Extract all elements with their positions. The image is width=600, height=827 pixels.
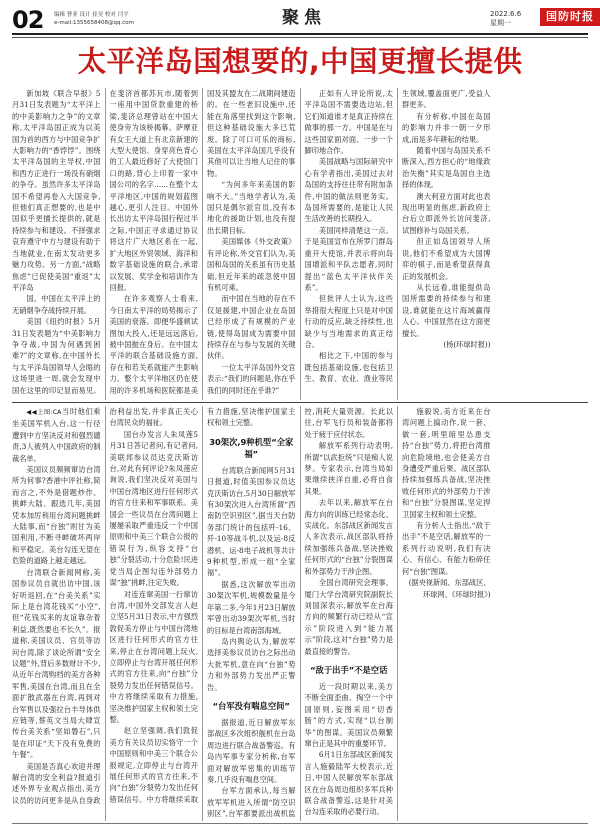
paragraph-text: 当时他们乘坐美国军机入台,这一行径遭到中方坚决反对和强烈谴责,3人被列入中国政府的制裁名单。: [12, 407, 101, 463]
page-number: 02: [12, 6, 44, 34]
article-paragraph: 去年以来,解放军在台海方向的训练已经常态化、实战化。东部战区新闻发言人多次表示,战区部队将持续加强练兵备战,坚决挫败任何形式的“台独”分裂图谋和外部势力干涉企图。: [304, 498, 393, 576]
article-paragraph: 而中国在当地的存在不仅是援建,中国企业在岛国已经形成了有规模的产业链,使得岛国成为需要中国持续存在与参与发展的关键伙伴。: [207, 294, 296, 361]
article-columns: [12, 88, 588, 400]
article-paragraph: 对连连窜美国一行窜访台湾,中国外交部发言人赵立坚5月31日表示,中方强烈敦促美方停止与中国台湾地区进行任何形式的官方往来,停止在台湾问题上玩火,立即停止与台湾开展任何形式的官方往来,向“台独”分裂势力发出任何错误信号。中方将继续采取有力措施,坚决维护国家主权和领土完整。: [109, 589, 198, 724]
article-paragraph: 台湾联合新闻网5月31日报道,时值美国参议员达克沃斯访台,5月30日解放军有30架次进入台湾所谓“西南防空识别区”,据当天台防务部门统计的包括歼-16、歼-10等战斗机,以及运-8反潜机、运-8电子战机等共计9种机型,形成一组“全家福”。: [207, 465, 296, 578]
newspaper-logo: 国防时报: [540, 8, 600, 26]
article-paragraph: 一位太平洋岛国外交官表示:“我们的问题是,你在乎我们的同时还在乎谁?”: [207, 362, 296, 395]
article-paragraph: 美国同样清楚这一点。于是美国宣布在所罗门群岛重开大使馆,并表示将向岛国增派和平队志愿者,同时提出“蓝色太平洋伙伴关系”。: [304, 225, 393, 292]
article-paragraph: 美国是否真心欢迎并理解台湾的安全利益?报道引述外界专业观点指出,美方议员的访问更多是从自身政治利益出发,并非真正关心台湾民众的福祉。: [12, 407, 198, 805]
article-paragraph: 据报道,近日解放军东部战区多次组织舰机在台岛周边进行联合战备警巡。有岛内军事专家分析称,台军面对解放军密集的训练节奏,几乎没有喘息空间。: [207, 717, 296, 784]
article-paragraph: 新加坡《联合早报》5月31日发表题为“太平洋上的中美影响力之争”的文章称,太平洋岛国正成为以美国为首的西方与中国竞争扩大影响力的“香饽饽”。围绕太平洋岛国的主导权,中国和西方正进行一场没有硝烟的争夺。虽然许多太平洋岛国不希望再卷入大国竞争,但他们真正想要的,也是中国似乎更擅长提供的,就是持续参与和建设。不择强求哀弃遵守中方与建设有助于当地就业,在南太发动更多魅力攻势。另一方面,“战略焦虑”已促使美国“重返”太平洋岛: [12, 89, 101, 292]
article-paragraph: 解放军系列行动表明,所谓“以武拒统”只是痴人说梦。专家表示,台湾当局如果继续挟洋自重,必将自食其果。: [304, 441, 393, 496]
article-paragraph: 澳大利亚方面对此也表现出明显的焦虑,新政府上台后立即派外长访问斐济,试图修补与岛国关系。: [402, 191, 491, 235]
article-taiwan: [12, 406, 588, 821]
subheading: “敌于出手”不是空话: [310, 664, 388, 675]
page-bottom-rule: [12, 823, 588, 824]
article-paragraph: 在许多观察人士看来,今日南太平洋的局势揭示了美国的衰落。即便华盛顿试图加大投入,还是远远落后,被中国抛在身后。在中国太平洋的联合基础设施方面,存在和若关系就能产生影响力。整个太平洋地区仍在使用的许多机场和医院都是美国及其盟友在二战期间建造的。在一些老旧设施中,还能在角落里找到这个影响,但这种基础设施大多已荒废。除了可口可乐的商标,美国在太平洋岛国几乎没有其他可以让当地人记住的事物。: [109, 89, 296, 395]
article-divider: [12, 402, 588, 403]
page-headline: 太平洋岛国想要的,中国更擅长提供: [77, 45, 523, 78]
article-paragraph: 美国议员频频窜访台湾所为何事?香港中评社称,简而言之,不外是借题炒作、挑衅大陆、跟选几年,美国凭本加厉利用台湾问题挑衅大陆事,而“台独”则甘为美国利用,不断寻衅破坏两岸和平稳定。美台勾连无望在危险的道路上越走越远。: [12, 465, 101, 566]
article-paragraph: 6月1日东部战区新闻发言人施毅陆军大校表示,近日,中国人民解放军东部战区在台岛周边组织多军兵种联合战备警巡,这是针对美台勾连采取的必要行动。: [304, 750, 393, 817]
article-paragraph: 赵立坚强调,我们敦促美方有关议员切实恪守一个中国原则和中美三个联合公报规定,立即停止与台湾开展任何形式的官方往来,不向“台独”分裂势力发出任何错误信号。中方将继续采取有力措施,坚决维护国家主权和领土完整。: [109, 407, 296, 804]
masthead-rule: [12, 33, 588, 35]
masthead-rule-thin: [12, 37, 588, 38]
article-paragraph: 美国《纽约时报》5月31日发表题为“中美影响力争夺战,中国为何遇到困难?”的文章称,在中国外长与太平洋岛国领导人会晤的这场里进一周,就会发现中国在这里的印记显而易见。在斐济首都苏瓦市,随着到一座用中国贷款重建的桥梁,斐济总理曾站在中国大使身旁为该桥揭幕。萨摩亚有女王大道上有北京新建的大型大使馆。身穿亮色背心的工人最近修好了大使馆门口的路,背心上印着一家中国公司的名字……在整个太平洋地区,中国的规划蓝图越心,更引人注目。中国外长出访太平洋岛国行程过半之际,中国正寻求通过协议将这片广大地区系在一起,扩大地区外贸领域、海洋和数字基础设施的联合,承诺以发展、奖学金和培训作为回报。: [12, 89, 198, 395]
article-paragraph: 施毅说,美方近来在台湾问题上搞动作,说一套、做一套,明里暗里怂恿支持“台独”势力,将把台湾推向危险境地,也会使美方自身遭受严重后果。战区部队持续加强练兵备战,坚决挫败任何形式的外部势力干涉和“台独”分裂图谋,坚定捍卫国家主权和领土完整。: [402, 407, 491, 519]
article-paragraph: 台湾联合新闻网称,美国参议员自就出访中国,该好听返回,在“台美关系”实际上是台湾花钱买“小空”,但“花钱买来的友谊靠杂着利益,既然要也不长久”。报道称,美国议员、官员等访问台湾,除了谈论所谓“安全议题”外,背后多数财计不少,从近年台湾购档的美方各种军售,美国在台湾,而且在全面扩散武器在台湾,再到对台军售以及强拉台丰导体供应链等,蔡英文当局大肆宣传台美关系“坚如磐石”,只是在印证“天下没有免费的午餐”。: [12, 567, 101, 760]
weekday-text: 星期一: [490, 19, 511, 27]
article-paragraph: 相比之下,中国的参与既包括基础设施,也包括卫生、教育、农业、渔业等民生领域,覆盖面更广,受益人群更多。: [304, 89, 491, 384]
article-paragraph: 美国媒体《外交政策》有评论称,外交官们认为,美国和岛国的关系虽有历史基础,但近年来的疏忽使中国有机可乘。: [207, 237, 296, 292]
article-signoff: (据央视新闻、东部战区、环球网、《环球时报》): [408, 578, 491, 599]
photo-credit: ◀◀上图:CA: [26, 409, 62, 416]
article-paragraph: 但正如岛国领导人所说,他们不希望成为大国博弈的棋子,而是希望获得真正的发展机会。: [402, 237, 491, 281]
article-pacific-islands: [12, 88, 588, 400]
article-paragraph: 据悉,这次解放军出动30架次军机,规模数量是今年第二多,今年1月23日解放军曾出动39架次军机,当时的目标是台湾南部海域。: [207, 579, 296, 635]
article-signoff: (杨(环球时报)): [443, 339, 491, 349]
article-paragraph: 全国台湾研究会理事、厦门大学台湾研究院副院长刘国深表示,解放军在台海方向的频繁行动已经从“宣示”阶段进入到“能力展示”阶段,这对“台独”势力是最直接的警告。: [304, 578, 393, 656]
article-paragraph: 有分析人士指出,“敌于出手”不是空话,解放军的一系列行动说明,我们有决心、有信心、有能力粉碎任何“台独”图谋。: [402, 521, 491, 576]
article-paragraph: “为何多年来美国的影响不大。”当地学者认为,美国只是偶尔派官员,没有本地化的援助计划,也没有提出长期目标。: [207, 180, 296, 235]
subheading: 30架次,9种机型“全家福”: [209, 436, 294, 459]
article-paragraph: 台军方面承认,每当解放军军机进入所谓“防空识别区”,台军都要派出战机监控,消耗大量资源。长此以往,台军飞行员和装备都将处于疲于应付状态。: [207, 407, 393, 819]
article-paragraph: 从长远看,谁能提供岛国所需要的持续参与和建设,谁就能在这片海域赢得人心。中国显然在这方面更擅长。: [402, 282, 491, 338]
issue-date: [490, 10, 521, 28]
article-paragraph: 有分析称,中国在岛国的影响力并非一朝一夕形成,而是多年耕耘的结果。: [402, 111, 491, 144]
subheading: “台军没有喘息空间”: [212, 700, 290, 711]
article-paragraph: 但批评人士认为,这些举措很大程度上只是对中国行动的反应,缺乏持续性,也缺少与当地需求的真正结合。: [304, 294, 393, 349]
masthead: [12, 6, 594, 36]
article-paragraph: 国。中国在太平洋上的无硝烟争夺战持续开展。: [12, 294, 101, 315]
article-paragraph: [12, 406, 101, 464]
article-paragraph: 国台办发言人朱凤莲5月31日答记者问,有记者问,美联邦参议员达克沃斯访台,对此有何评论?朱凤莲应询说,我们坚决反对美国与中国台湾地区进行任何形式的官方往来和军事联系。美国会一些议员在台湾问题上屡屡采取严重违反一个中国原则和中美三个联合公报的错误行为,纵容支持“台独”分裂活动,十分危险!民进党当局企图勾连外部势力谋“独”挑衅,注定失败。: [109, 429, 198, 588]
article-paragraph: 随着中国与岛国关系不断深入,西方担心的“地缘政治失衡”其实是岛国自主选择的体现。: [402, 146, 491, 190]
article-columns: [12, 406, 588, 821]
article-paragraph: 美国战略与国际研究中心有学者指出,美国过去对岛国的支持往往带有附加条件,中国的做法则更务实。岛国所需要的,是能让人民生活改善的长期投入。: [304, 157, 393, 224]
editor-credits: [54, 11, 134, 27]
article-paragraph: 岛内舆论认为,解放军选择美参议员访台之际出动大批军机,意在向“台独”势力和外部势力发出严正警告。: [207, 636, 296, 692]
article-paragraph: 近一段时期以来,美方不断全面歪曲、掏空一个中国原则,妄图采用“切香肠”的方式,实现“以台制华”的图谋。美国议员频繁窜台正是其中的重要环节。: [304, 681, 393, 748]
credits-line: 编辑 曹亚 设计 崔昊 校对 闫平: [54, 12, 129, 18]
date-text: 2022.6.6: [490, 10, 522, 18]
email-line: e-mail:1355658408@qq.com: [54, 20, 134, 26]
section-title: 聚焦: [282, 8, 326, 28]
article-paragraph: 正如有人评论所说,太平洋岛国不需要选边站,但它们知道谁才是真正持续在做事的那一方。中国是在与这些国家面对面、一步一个脚印地合作。: [304, 89, 393, 156]
